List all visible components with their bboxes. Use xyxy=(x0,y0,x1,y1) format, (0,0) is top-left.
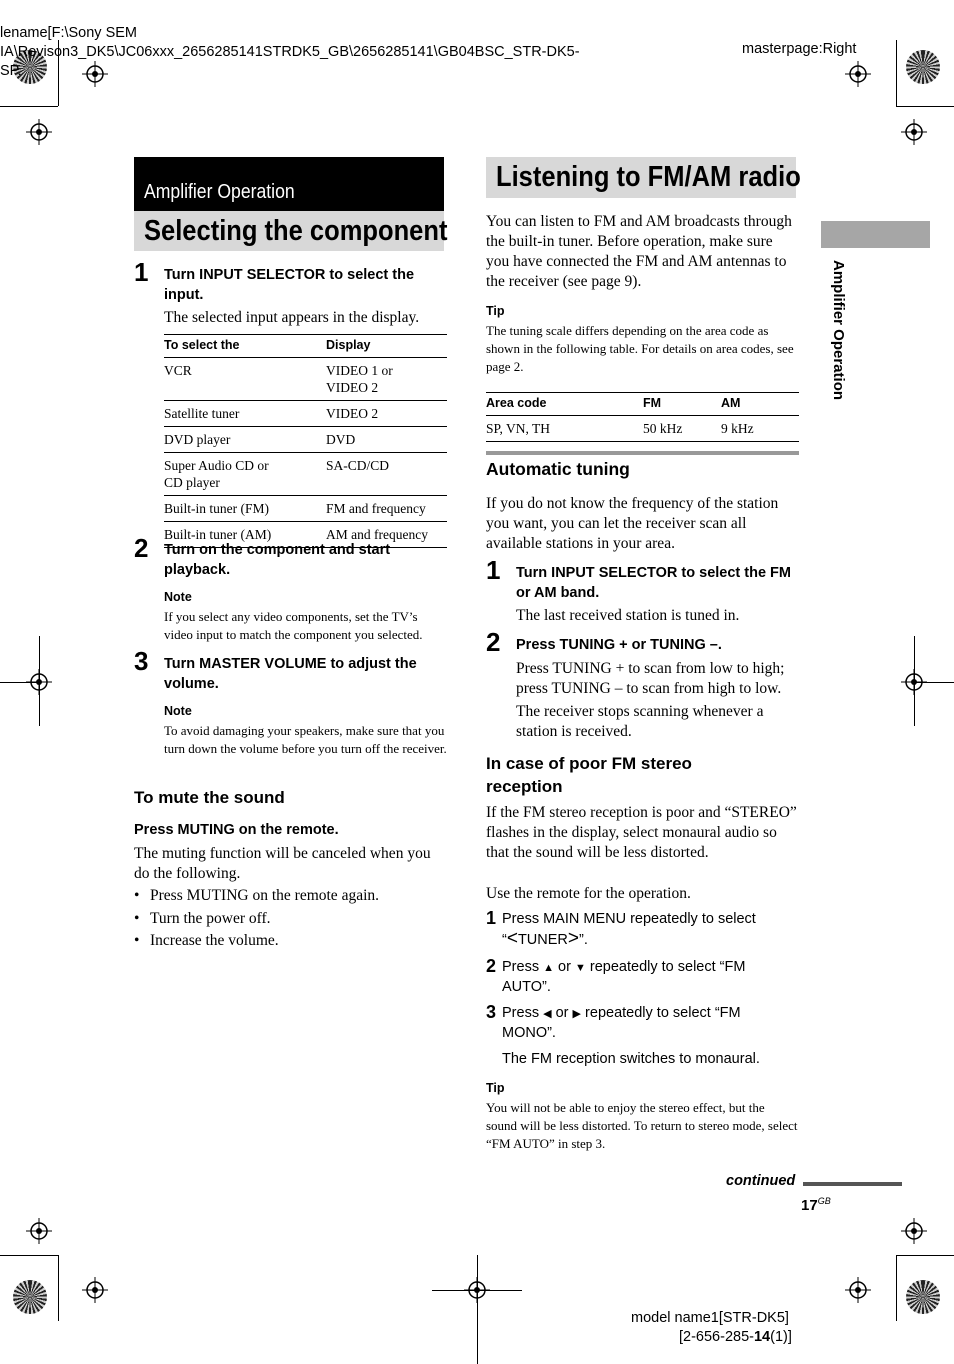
table-cell: VIDEO 2 xyxy=(326,401,447,427)
table-row xyxy=(164,453,447,496)
side-tab-label: Amplifier Operation xyxy=(830,260,847,401)
mute-text: The muting function will be canceled when you do the following. xyxy=(134,845,431,882)
or-text: or xyxy=(555,1005,569,1021)
side-tab xyxy=(821,221,930,248)
remote-step-2 xyxy=(486,958,798,997)
tip-heading: Tip xyxy=(486,1081,505,1095)
intro-text: You can listen to FM and AM broadcasts through the built-in tuner. Before operation, make sure you have connected the FM and AM antennas to the receiver (see page 9). xyxy=(486,213,792,290)
page-number-suffix: GB xyxy=(817,1196,831,1206)
auto-intro: If you do not know the frequency of the station you want, you can let the receiver scan all available stations in your area. xyxy=(486,495,779,552)
filename-line: lename[F:\Sony SEM xyxy=(0,25,137,41)
filename-line: IA\Revison3_DK5\JC06xxx_2656285141STRDK5_GB\2656285141\GB04BSC_STR-DK5- xyxy=(0,44,580,60)
table-cell: DVD xyxy=(326,427,447,453)
list-item: • Increase the volume. xyxy=(134,932,279,949)
table-cell: VIDEO 1 or VIDEO 2 xyxy=(326,358,447,401)
continued-rule xyxy=(803,1182,902,1186)
table-cell: Satellite tuner xyxy=(164,401,326,427)
registration-rosette xyxy=(906,50,940,84)
step-number: 1 xyxy=(486,908,497,928)
step-text: repeatedly to select “FM xyxy=(585,1005,741,1021)
crosshair-mark xyxy=(901,1218,927,1244)
step-number: 3 xyxy=(134,646,149,676)
step-number: 2 xyxy=(486,956,497,976)
table-header: Area code xyxy=(486,393,643,416)
list-item-text: Press MUTING on the remote again. xyxy=(150,887,380,904)
step-title: Turn INPUT SELECTOR to select the input. xyxy=(164,267,415,303)
step-title: Press TUNING + or TUNING –. xyxy=(516,637,722,653)
part-number-bold: 14 xyxy=(753,1329,771,1345)
step-result: The FM reception switches to monaural. xyxy=(502,1051,760,1067)
note-text: To avoid damaging your speakers, make sure that you turn down the volume before you turn off the receiver. xyxy=(164,723,447,756)
table-cell: Built-in tuner (FM) xyxy=(164,496,326,522)
registration-rosette xyxy=(906,1280,940,1314)
step-text: MONO”. xyxy=(502,1025,556,1041)
step-title: Turn INPUT SELECTOR to select the FM or AM band. xyxy=(516,565,791,601)
continued-label: continued xyxy=(726,1173,796,1189)
table-header: Display xyxy=(326,335,447,358)
step-number: 1 xyxy=(134,257,149,287)
table-header: To select the xyxy=(164,335,326,358)
table-row xyxy=(164,427,447,453)
model-name: model name1[STR-DK5] xyxy=(631,1310,789,1326)
step-text: The receiver stops scanning whenever a station is received. xyxy=(516,703,764,740)
table-cell: 9 kHz xyxy=(721,416,799,442)
table-cell: SA-CD/CD xyxy=(326,453,447,496)
table-row xyxy=(164,496,447,522)
or-text: or xyxy=(558,959,571,975)
poor-reception-heading: In case of poor FM stereo reception xyxy=(486,754,692,796)
list-item-text: Turn the power off. xyxy=(150,909,271,927)
arrow-down-icon: ▼ xyxy=(574,962,586,974)
masterpage-label: masterpage:Right xyxy=(742,41,857,57)
note-text: If you select any video components, set the TV’s video input to match the component you selected. xyxy=(164,609,423,642)
chevron-left-icon: < xyxy=(506,928,518,949)
table-row xyxy=(486,416,799,442)
step-title: Turn on the component and start playback. xyxy=(164,542,391,578)
table-cell: Super Audio CD or CD player xyxy=(164,453,326,496)
table-cell: VCR xyxy=(164,358,326,401)
arrow-left-icon: ◀ xyxy=(543,1008,552,1020)
crosshair-mark xyxy=(845,1277,871,1303)
section-label: Amplifier Operation xyxy=(144,181,295,203)
tip-text: The tuning scale differs depending on the area code as shown in the following table. For details on area codes, see page 2. xyxy=(486,323,794,374)
tuner-label: TUNER xyxy=(517,932,568,948)
table-header-row xyxy=(486,393,799,416)
step-number: 2 xyxy=(486,627,501,657)
table-cell: Built-in tuner (AM) xyxy=(164,522,326,548)
step-text: The selected input appears in the display. xyxy=(164,309,420,326)
table-cell: 50 kHz xyxy=(643,416,721,442)
chevron-right-icon: > xyxy=(567,928,580,949)
tip-text: You will not be able to enjoy the stereo effect, but the sound will be less distorted. To return to stereo mode, select “FM AUTO” in step 3. xyxy=(486,1100,798,1151)
crosshair-mark xyxy=(26,119,52,145)
open-quote: “ xyxy=(502,932,507,948)
crosshair-mark xyxy=(82,1277,108,1303)
mute-instruction: Press MUTING on the remote. xyxy=(134,822,339,838)
tip-heading: Tip xyxy=(486,304,505,318)
table-cell: SP, VN, TH xyxy=(486,416,643,442)
crosshair-mark xyxy=(901,119,927,145)
step-text: Press xyxy=(502,1005,540,1021)
close-quote: ”. xyxy=(579,932,588,948)
page-number xyxy=(801,1196,831,1214)
registration-rosette xyxy=(13,1280,47,1314)
table-row xyxy=(164,401,447,427)
step-text: Press xyxy=(502,959,540,975)
print-filename xyxy=(0,24,580,81)
step-text: Press MAIN MENU repeatedly to select xyxy=(502,911,756,927)
crosshair-mark xyxy=(845,61,871,87)
step-title: Turn MASTER VOLUME to adjust the volume. xyxy=(164,656,417,692)
list-item-text: Increase the volume. xyxy=(150,932,279,949)
page-title: Selecting the component xyxy=(144,215,448,247)
step-number: 2 xyxy=(134,533,149,563)
remote-step-1 xyxy=(486,910,798,950)
table-header: FM xyxy=(643,393,721,416)
part-number xyxy=(679,1329,792,1345)
area-code-table xyxy=(486,392,799,442)
list-item: • Press MUTING on the remote again. xyxy=(134,887,380,904)
step-text-line xyxy=(502,929,798,950)
arrow-right-icon: ▶ xyxy=(572,1008,582,1020)
step-number: 1 xyxy=(486,555,501,585)
step-text: The last received station is tuned in. xyxy=(516,607,740,624)
filename-line: SP. xyxy=(0,63,22,79)
step-number: 3 xyxy=(486,1002,497,1022)
poor-reception-text: If the FM stereo reception is poor and “STEREO” flashes in the display, select monaural audio so that the sound will be less distorted. xyxy=(486,804,797,861)
table-header: AM xyxy=(721,393,799,416)
component-table xyxy=(164,334,447,548)
step-text: AUTO”. xyxy=(502,979,551,995)
remote-step-3 xyxy=(486,1004,798,1043)
table-cell: DVD player xyxy=(164,427,326,453)
list-item: • Turn the power off. xyxy=(134,909,271,927)
table-cell: FM and frequency xyxy=(326,496,447,522)
table-row xyxy=(164,358,447,401)
table-cell: AM and frequency xyxy=(326,522,447,548)
poor-reception-text: Use the remote for the operation. xyxy=(486,885,691,902)
page-number-value: 17 xyxy=(801,1197,818,1214)
heading-rule xyxy=(486,451,799,455)
table-header-row xyxy=(164,335,447,358)
crosshair-mark xyxy=(26,1218,52,1244)
note-heading: Note xyxy=(164,590,192,604)
part-number-suffix: (1)] xyxy=(770,1329,792,1345)
arrow-up-icon: ▲ xyxy=(543,962,554,974)
step-text: Press TUNING + to scan from low to high; press TUNING – to scan from high to low. xyxy=(516,660,785,697)
part-number-prefix: [2-656-285- xyxy=(679,1329,754,1345)
bullet-list xyxy=(134,886,449,951)
note-heading: Note xyxy=(164,704,192,718)
auto-tuning-heading: Automatic tuning xyxy=(486,459,630,479)
mute-heading: To mute the sound xyxy=(134,788,285,807)
section-title: Listening to FM/AM radio xyxy=(496,161,801,193)
step-text: repeatedly to select “FM xyxy=(589,959,746,975)
